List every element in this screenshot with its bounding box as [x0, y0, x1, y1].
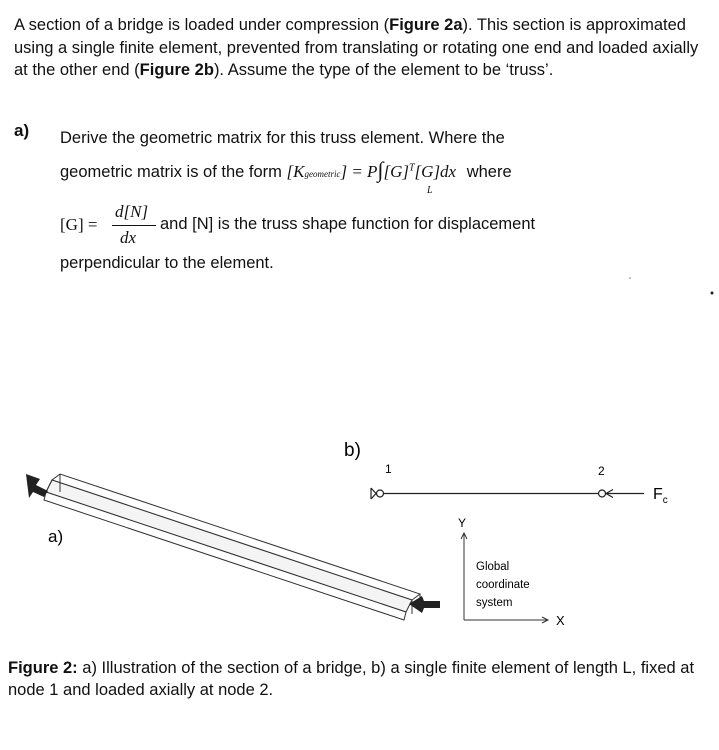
figure-2a-ref: Figure 2a [389, 16, 463, 34]
speck [711, 292, 714, 295]
figure-label-b: b) [344, 440, 361, 461]
figure-2b-ref: Figure 2b [139, 61, 214, 79]
integrand-rest: [G]dx [414, 162, 457, 181]
node-1 [377, 490, 384, 497]
question-line-2-suffix: where [466, 163, 512, 181]
integrand-g: [G] [383, 162, 409, 181]
k-close: ] = P [340, 162, 378, 181]
fraction-denominator: dx [120, 228, 137, 247]
k-subscript: geometric [304, 169, 341, 179]
integral-sign: ∫ [377, 157, 384, 182]
node-1-label: 1 [385, 462, 392, 476]
node-2 [599, 490, 606, 497]
coord-label-line-1: Global [476, 561, 510, 573]
question-line-4: perpendicular to the element. [60, 254, 274, 272]
force-label: $F_c$ [653, 486, 668, 506]
caption-label: Figure 2: [8, 659, 78, 677]
fixed-support-mark [371, 488, 376, 499]
intro-text-3: ). Assume the type of the element to be ‘truss’. [213, 61, 554, 79]
node-2-label: 2 [598, 464, 605, 478]
transpose-mark: T [408, 162, 415, 174]
speck [629, 277, 631, 279]
question-label: a) [14, 121, 30, 140]
question-line-2-prefix: geometric matrix is of the form [60, 163, 287, 181]
question-line-1: Derive the geometric matrix for this truss element. Where the [60, 129, 505, 147]
intro-text-2: ). This section is approximated using a single finite element, prevented from translating or rotating one end and loaded axially at the other end ( [14, 16, 699, 79]
axis-x-label: X [556, 613, 565, 628]
left-force-arrow [26, 474, 48, 498]
caption-text: a) Illustration of the section of a bridge, b) a single finite element of length L, fixed at node 1 and loaded axially at node 2. [8, 659, 695, 699]
i-beam-illustration [44, 474, 420, 620]
question-line-3: and [N] is the truss shape function for displacement [160, 215, 536, 233]
fraction-numerator: d[N] [115, 202, 149, 221]
k-open: [K [286, 162, 305, 181]
coord-label-line-2: coordinate [476, 579, 530, 591]
g-lhs: [G] = [60, 215, 98, 234]
figure-caption [8, 657, 713, 701]
axis-y-label: Y [458, 516, 467, 530]
intro-text-1: A section of a bridge is loaded under compression ( [14, 16, 390, 34]
integral-subscript: L [427, 185, 433, 196]
figure-label-a: a) [48, 527, 64, 546]
coord-label-line-3: system [476, 597, 513, 609]
